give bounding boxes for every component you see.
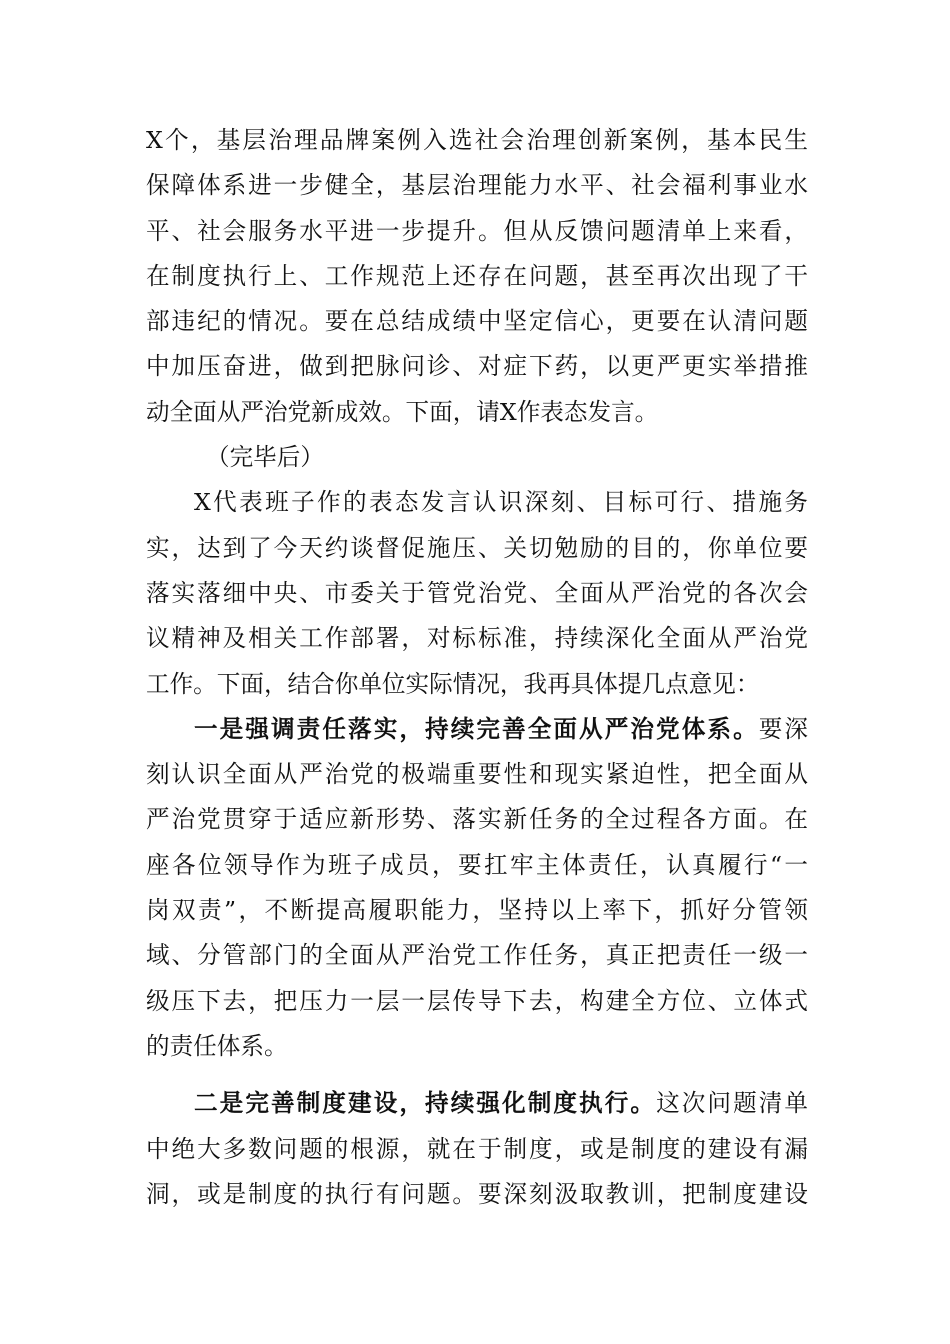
text-line: 中绝大多数问题的根源，就在于制度，或是制度的建设有漏 xyxy=(146,1134,808,1163)
text-line: 的责任体系。 xyxy=(146,1031,288,1060)
text-run: 要深 xyxy=(758,714,808,743)
text-line: 工作。下面，结合你单位实际情况，我再具体提几点意见： xyxy=(146,669,760,698)
paragraph xyxy=(146,435,808,480)
text-line: 部违纪的情况。要在总结成绩中坚定信心，更要在认清问题 xyxy=(146,307,808,336)
document-page xyxy=(146,118,808,1217)
paragraph xyxy=(146,118,808,435)
text-line xyxy=(146,707,808,752)
text-run: 这次问题清单 xyxy=(656,1089,809,1118)
bold-heading: 一是强调责任落实，持续完善全面从严治党体系。 xyxy=(194,714,759,743)
text-line: 议精神及相关工作部署，对标标准，持续深化全面从严治党 xyxy=(146,624,808,653)
text-line: 动全面从严治党新成效。下面，请X作表态发言。 xyxy=(146,397,659,426)
text-line: X个，基层治理品牌案例入选社会治理创新案例，基本民生 xyxy=(146,126,808,154)
text-line: 中加压奋进，做到把脉问诊、对症下药，以更严更实举措推 xyxy=(146,352,808,381)
text-line: 级压下去，把压力一层一层传导下去，构建全方位、立体式 xyxy=(146,986,808,1015)
text-line xyxy=(146,1081,808,1126)
text-line: （完毕后） xyxy=(206,443,324,472)
text-line: 严治党贯穿于适应新形势、落实新任务的全过程各方面。在 xyxy=(146,805,808,834)
text-line: 座各位领导作为班子成员，要扛牢主体责任，认真履行“一 xyxy=(146,850,808,879)
text-line: 落实落细中央、市委关于管党治党、全面从严治党的各次会 xyxy=(146,578,808,607)
text-line: X代表班子作的表态发言认识深刻、目标可行、措施务 xyxy=(194,488,808,517)
paragraph xyxy=(146,707,808,1069)
text-line: 实，达到了今天约谈督促施压、关切勉励的目的，你单位要 xyxy=(146,533,808,562)
text-line: 岗双责”，不断提高履职能力，坚持以上率下，抓好分管领 xyxy=(146,896,808,925)
paragraph-gap xyxy=(146,1069,808,1081)
text-line: 平、社会服务水平进一步提升。但从反馈问题清单上来看， xyxy=(146,216,808,245)
text-line: 域、分管部门的全面从严治党工作任务，真正把责任一级一 xyxy=(146,941,808,970)
paragraph xyxy=(146,480,808,706)
bold-heading: 二是完善制度建设，持续强化制度执行。 xyxy=(194,1089,657,1118)
text-line: 洞，或是制度的执行有问题。要深刻汲取教训，把制度建设 xyxy=(146,1179,808,1208)
text-line: 刻认识全面从严治党的极端重要性和现实紧迫性，把全面从 xyxy=(146,760,808,789)
paragraph xyxy=(146,1081,808,1217)
text-line: 保障体系进一步健全，基层治理能力水平、社会福利事业水 xyxy=(146,171,808,200)
text-line: 在制度执行上、工作规范上还存在问题，甚至再次出现了干 xyxy=(146,261,808,290)
